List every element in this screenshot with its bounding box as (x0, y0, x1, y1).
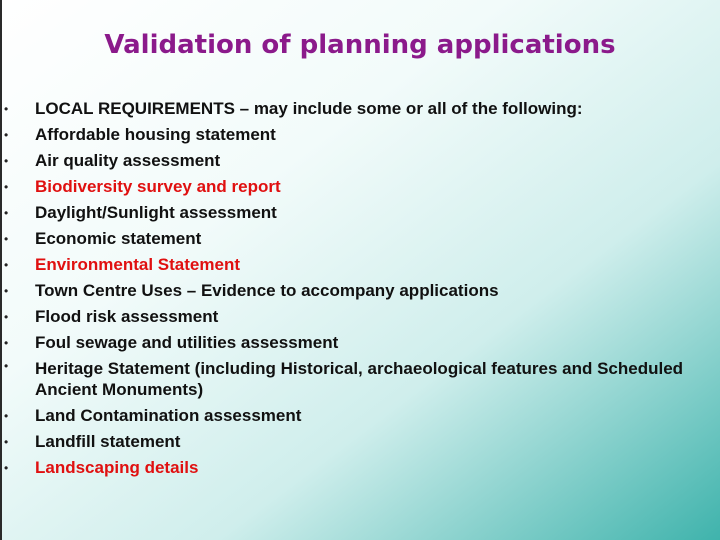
bullet-item-land-contamination (0, 403, 700, 429)
bullet-item-daylight (0, 200, 700, 226)
bullet-item-foul-sewage (0, 330, 700, 356)
bullet-item-flood-risk (0, 304, 700, 330)
bullet-list (0, 96, 700, 481)
bullet-text: LOCAL REQUIREMENTS – may include some or all of the following: (35, 99, 583, 118)
bullet-text: Landscaping details (35, 458, 199, 477)
bullet-text: Air quality assessment (35, 151, 221, 170)
bullet-item-landscaping (0, 455, 700, 481)
bullet-text: Land Contamination assessment (35, 406, 302, 425)
bullet-text: Town Centre Uses – Evidence to accompany applications (35, 281, 499, 300)
bullet-text: Flood risk assessment (35, 307, 219, 326)
bullet-icon: • (4, 461, 9, 475)
bullet-icon: • (4, 310, 9, 324)
bullet-item-economic (0, 226, 700, 252)
bullet-item-affordable-housing (0, 122, 700, 148)
bullet-text: Economic statement (35, 229, 202, 248)
bullet-text: Heritage Statement (including Historical, archaeological features and Scheduled Ancient Monuments) (35, 359, 684, 399)
bullet-item-biodiversity (0, 174, 700, 200)
bullet-icon: • (4, 102, 9, 116)
bullet-icon: • (4, 180, 9, 194)
bullet-text: Foul sewage and utilities assessment (35, 333, 339, 352)
bullet-text: Biodiversity survey and report (35, 177, 281, 196)
bullet-item-environmental (0, 252, 700, 278)
bullet-icon: • (4, 128, 9, 142)
bullet-item-local-requirements (0, 96, 700, 122)
bullet-text: Landfill statement (35, 432, 181, 451)
bullet-icon: • (4, 409, 9, 423)
bullet-text: Affordable housing statement (35, 125, 276, 144)
bullet-icon: • (4, 258, 9, 272)
bullet-icon: • (4, 435, 9, 449)
bullet-icon: • (4, 232, 9, 246)
slide-title: Validation of planning applications (104, 30, 616, 60)
bullet-text: Daylight/Sunlight assessment (35, 203, 277, 222)
bullet-icon: • (4, 336, 9, 350)
bullet-icon: • (4, 206, 9, 220)
bullet-icon: • (4, 284, 9, 298)
bullet-item-heritage (0, 356, 700, 403)
bullet-item-air-quality (0, 148, 700, 174)
bullet-item-landfill (0, 429, 700, 455)
bullet-icon: • (4, 154, 9, 168)
bullet-icon: • (4, 359, 9, 373)
bullet-text: Environmental Statement (35, 255, 240, 274)
bullet-item-town-centre (0, 278, 700, 304)
